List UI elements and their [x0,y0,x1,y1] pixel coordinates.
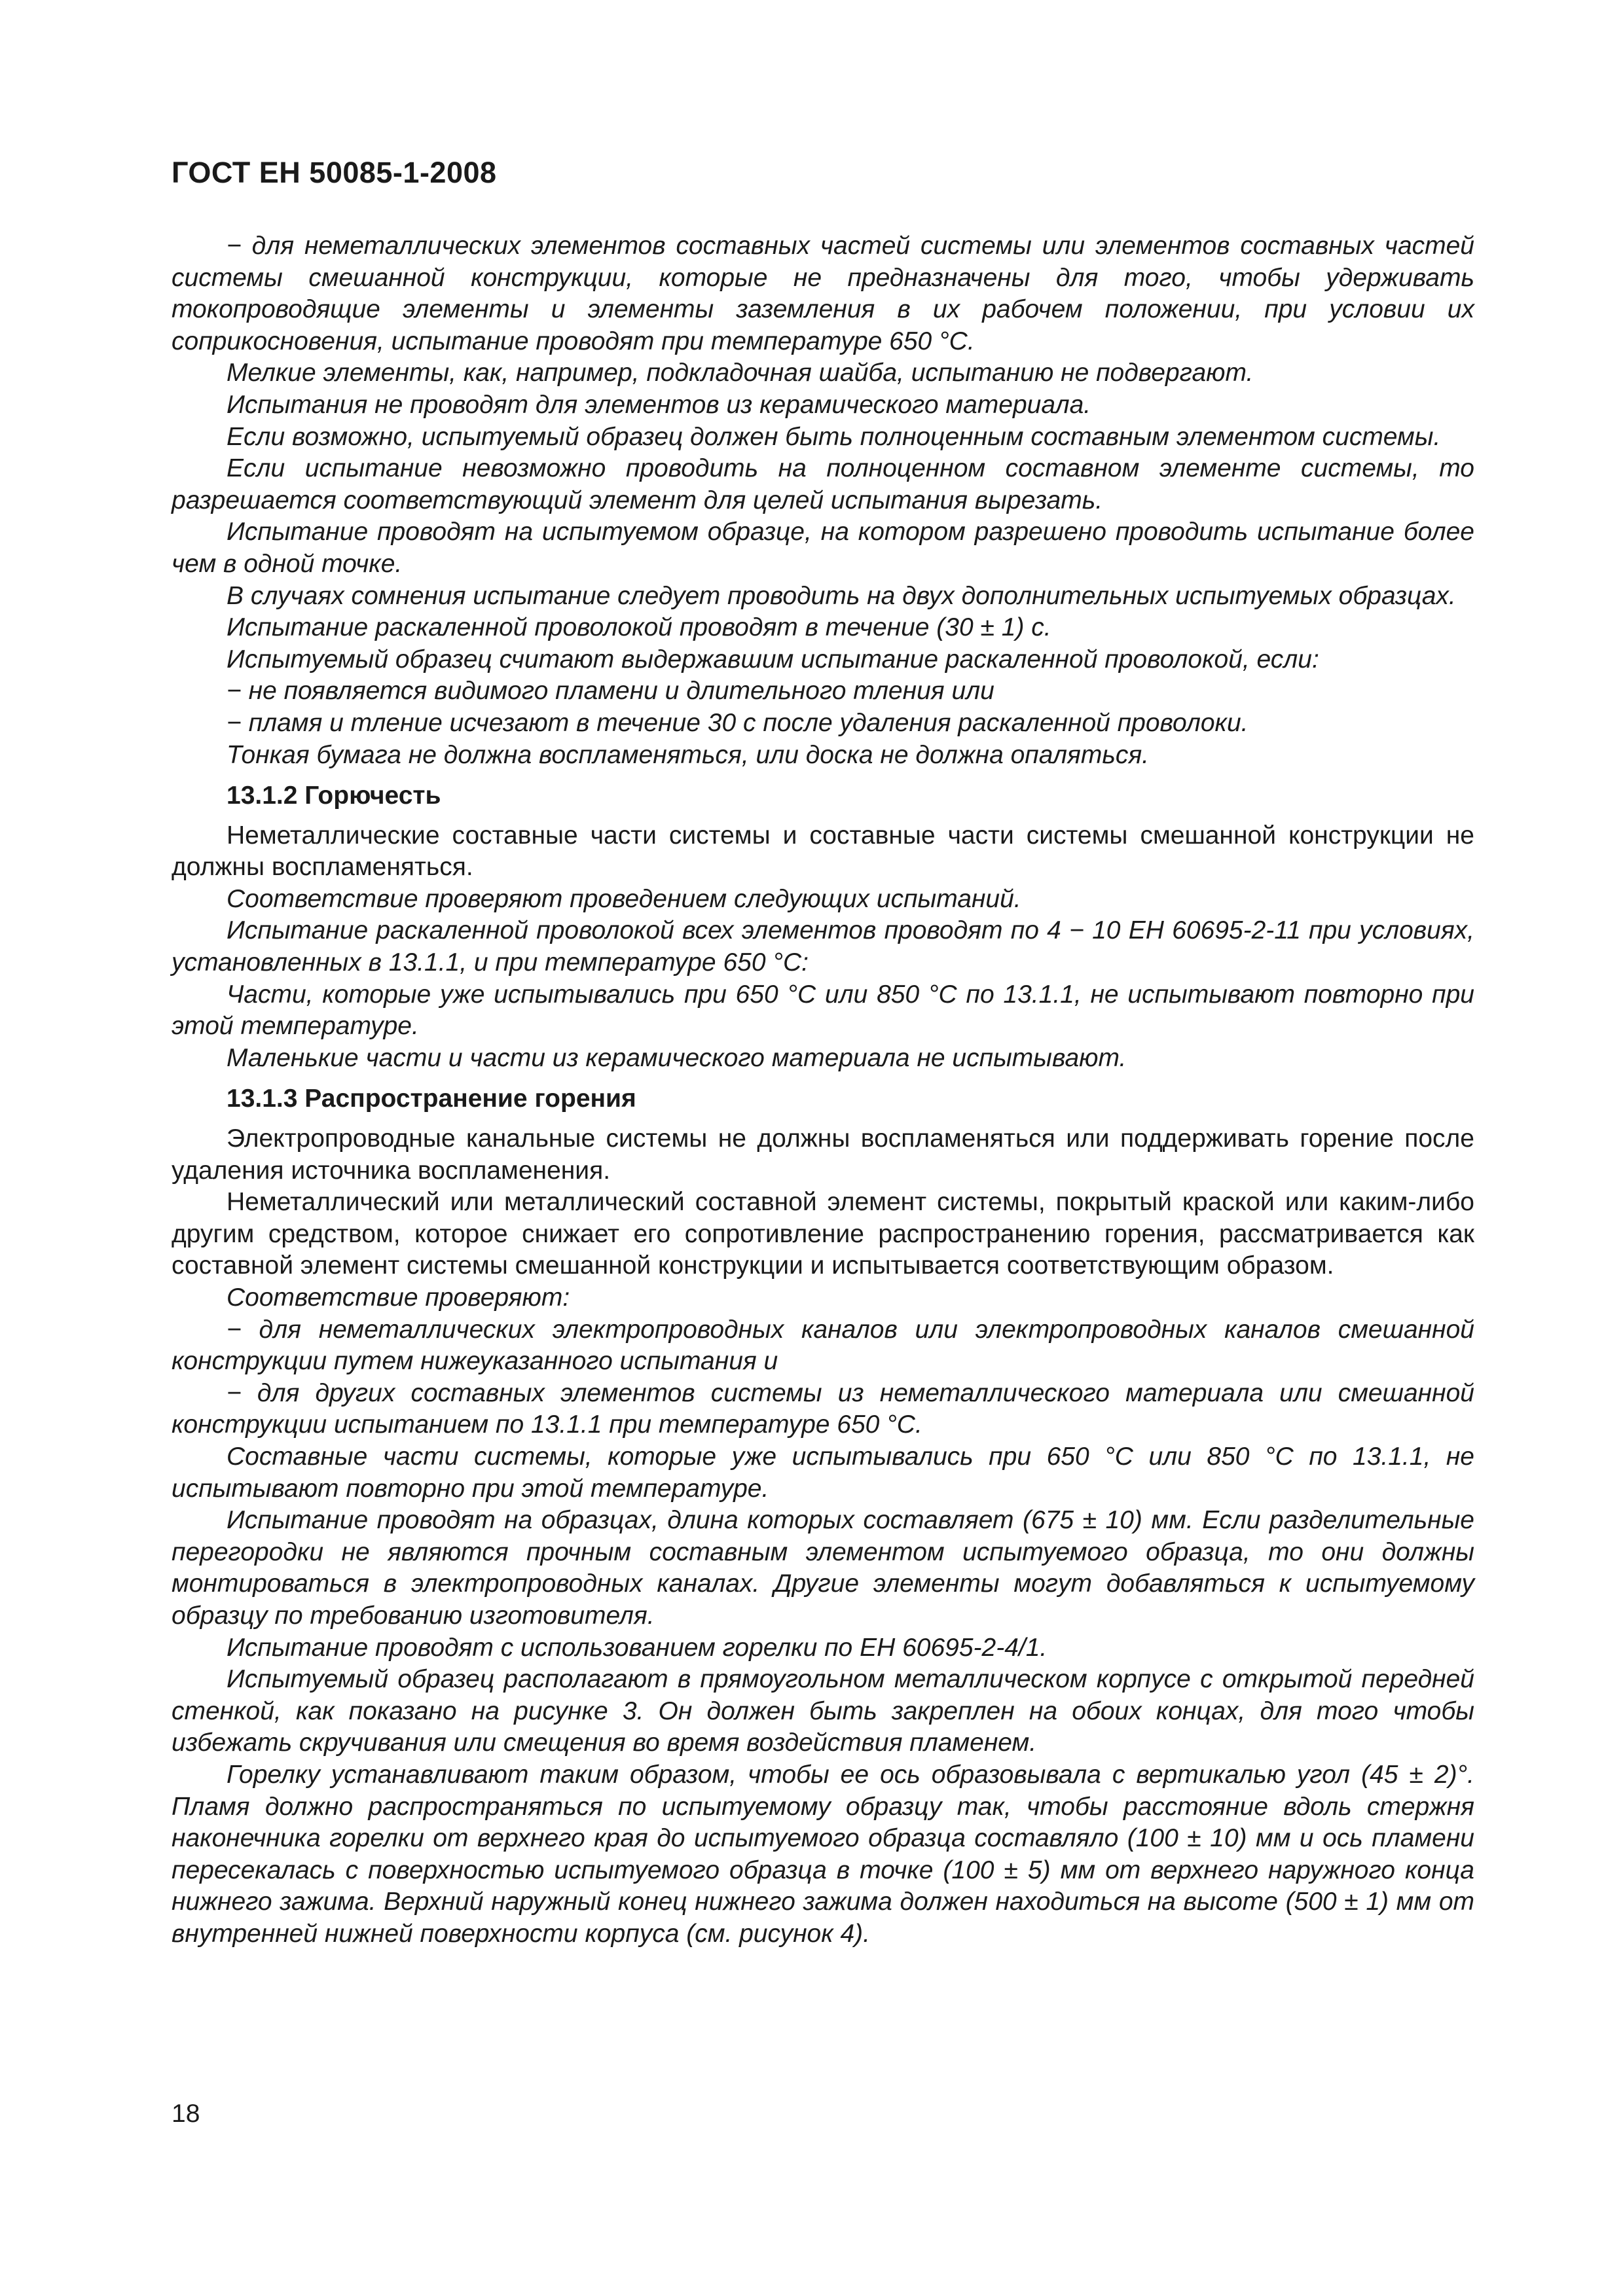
list-item: − не появляется видимого пламени и длительного тления или [227,677,994,706]
paragraph: Испытания не проводят для элементов из керамического материала. [227,390,1091,419]
document-body [172,230,1474,1950]
paragraph: Тонкая бумага не должна воспламеняться, или доска не должна опаляться. [227,740,1150,769]
section-heading-flammability: 13.1.2 Горючесть [227,781,441,810]
paragraph: Электропроводные канальные системы не должны воспламеняться или поддерживать горение после удаления источника воспламенения. [172,1124,1474,1185]
paragraph: Испытуемый образец располагают в прямоугольном металлическом корпусе с открытой передней стенкой, как показано на рисунке 3. Он должен быть закреплен на обоих концах, для того чтобы избежать скручивания или смещения во время воздействия пламенем. [172,1665,1474,1757]
paragraph: − для неметаллических элементов составных частей системы или элементов составных частей системы смешанной конструкции, которые не предназначены для того, чтобы удерживать токопроводящие элементы и элементы заземления в их рабочем положении, при условии их соприкосновения, испытание проводят при температуре 650 °С. [172,232,1474,355]
paragraph: Испытание раскаленной проволокой всех элементов проводят по 4 − 10 ЕН 60695-2-11 при условиях, установленных в 13.1.1, и при температуре 650 °С: [172,916,1474,977]
paragraph: Составные части системы, которые уже испытывались при 650 °С или 850 °С по 13.1.1, не испытывают повторно при этой температуре. [172,1442,1474,1503]
paragraph: В случаях сомнения испытание следует проводить на двух дополнительных испытуемых образцах. [227,581,1456,610]
list-item: − для неметаллических электропроводных каналов или электропроводных каналов смешанной конструкции путем нижеуказанного испытания и [172,1315,1474,1376]
document-header: ГОСТ ЕН 50085-1-2008 [172,156,497,189]
paragraph: Неметаллический или металлический составной элемент системы, покрытый краской или каким-либо другим средством, которое снижает его сопротивление распространению горения, рассматривается как составной элемент системы смешанной конструкции и испытывается соответствующим образом. [172,1188,1474,1280]
paragraph: Испытание проводят с использованием горелки по ЕН 60695-2-4/1. [227,1633,1048,1662]
page-number: 18 [172,2100,200,2128]
paragraph: Неметаллические составные части системы и составные части системы смешанной конструкции не должны воспламеняться. [172,821,1474,882]
list-item: − пламя и тление исчезают в течение 30 с после удаления раскаленной проволоки. [227,708,1249,737]
paragraph: Части, которые уже испытывались при 650 °С или 850 °С по 13.1.1, не испытывают повторно при этой температуре. [172,980,1474,1041]
paragraph: Испытание проводят на испытуемом образце, на котором разрешено проводить испытание более чем в одной точке. [172,518,1474,578]
paragraph: Если испытание невозможно проводить на полноценном составном элементе системы, то разрешается соответствующий элемент для целей испытания вырезать. [172,454,1474,514]
paragraph: Маленькие части и части из керамического материала не испытывают. [227,1043,1127,1072]
paragraph: Горелку устанавливают таким образом, чтобы ее ось образовывала с вертикалью угол (45 ± 2)°. Пламя должно распространяться по испытуемому образцу так, чтобы расстояние вдоль стержня наконечника горелки от верхнего края до испытуемого образца составляло (100 ± 10) мм и ось пламени пересекалась с поверхностью испытуемого образца в точке (100 ± 5) мм от верхнего наружного конца нижнего зажима. Верхний наружный конец нижнего зажима должен находиться на высоте (500 ± 1) мм от внутренней нижней поверхности корпуса (см. рисунок 4). [172,1760,1474,1948]
paragraph: Если возможно, испытуемый образец должен быть полноценным составным элементом системы. [227,422,1441,451]
paragraph: Испытуемый образец считают выдержавшим испытание раскаленной проволокой, если: [227,645,1319,673]
paragraph: Испытание раскаленной проволокой проводят в течение (30 ± 1) с. [227,613,1051,642]
paragraph: Мелкие элементы, как, например, подкладочная шайба, испытанию не подвергают. [227,359,1254,387]
paragraph: Испытание проводят на образцах, длина которых составляет (675 ± 10) мм. Если разделительные перегородки не являются прочным составным элементом испытуемого образца, то они должны монтироваться в электропроводных каналах. Другие элементы могут добавляться к испытуемому образцу по требованию изготовителя. [172,1506,1474,1630]
section-heading-flame-propagation: 13.1.3 Распространение горения [227,1085,636,1113]
paragraph: Соответствие проверяют проведением следующих испытаний. [227,884,1021,913]
paragraph: Соответствие проверяют: [227,1283,570,1312]
list-item: − для других составных элементов системы из неметаллического материала или смешанной конструкции испытанием по 13.1.1 при температуре 650 °С. [172,1378,1474,1439]
